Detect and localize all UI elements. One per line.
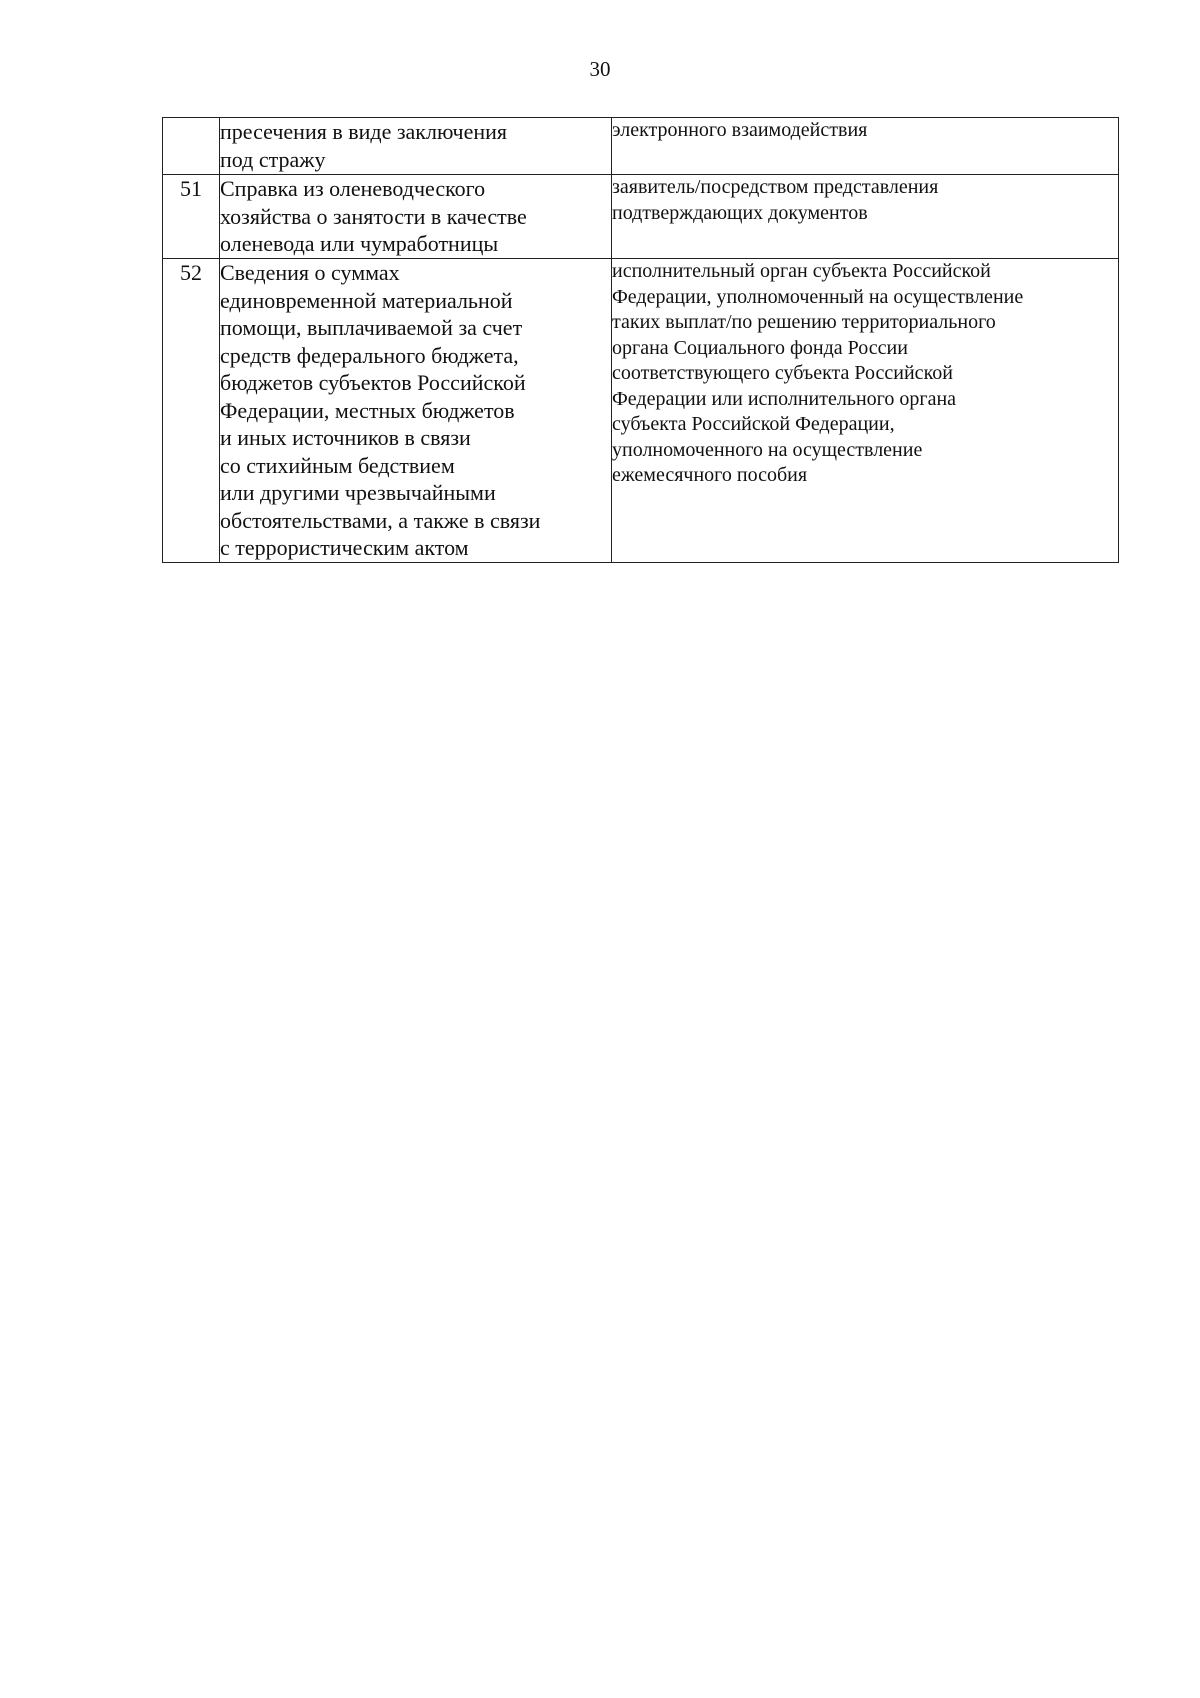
- document-table: [162, 117, 1119, 563]
- source-line: субъекта Российской Федерации,: [612, 413, 895, 435]
- document-name-line: Федерации, местных бюджетов: [220, 397, 515, 423]
- source-line: Федерации или исполнительного органа: [612, 387, 957, 410]
- page-number: 30: [589, 57, 611, 81]
- document-name-cell: [220, 175, 612, 259]
- source-cell: [612, 259, 1119, 563]
- document-name-line: оленевода или чумработницы: [220, 231, 499, 256]
- source-line: Федерации, уполномоченный на осуществление: [612, 285, 1024, 308]
- document-name-line: единовременной материальной: [220, 287, 513, 313]
- source-cell: [612, 118, 1119, 175]
- document-name-line: обстоятельствами, а также в связи: [220, 507, 541, 533]
- document-name-line: средств федерального бюджета,: [220, 342, 519, 368]
- source-line: таких выплат/по решению территориального: [612, 311, 996, 333]
- source-line: электронного взаимодействия: [612, 119, 868, 141]
- document-name-line: со стихийным бедствием: [220, 452, 455, 478]
- source-line: уполномоченного на осуществление: [612, 438, 923, 461]
- document-name-line: бюджетов субъектов Российской: [220, 370, 526, 395]
- document-name-line: хозяйства о занятости в качестве: [220, 203, 527, 229]
- table-row: [163, 175, 1119, 259]
- source-line: заявитель/посредством представления: [612, 176, 939, 198]
- document-name-line: Справка из оленеводческого: [220, 176, 486, 201]
- row-number-cell: [163, 118, 220, 175]
- document-name-cell: [220, 259, 612, 563]
- source-line: подтверждающих документов: [612, 201, 868, 224]
- table-row: [163, 259, 1119, 563]
- document-name-line: или другими чрезвычайными: [220, 480, 496, 505]
- source-line: исполнительный орган субъекта Российской: [612, 260, 991, 282]
- document-name-line: пресечения в виде заключения: [220, 119, 508, 144]
- document-name-line: Сведения о суммах: [220, 260, 400, 285]
- table-row: [163, 118, 1119, 175]
- document-name-line: с террористическим актом: [220, 535, 469, 560]
- source-line: соответствующего субъекта Российской: [612, 362, 953, 384]
- source-line: ежемесячного пособия: [612, 464, 808, 486]
- source-cell: [612, 175, 1119, 259]
- document-name-line: и иных источников в связи: [220, 425, 471, 450]
- source-line: органа Социального фонда России: [612, 336, 908, 359]
- row-number-cell: 51: [163, 175, 220, 259]
- document-name-line: помощи, выплачиваемой за счет: [220, 315, 523, 340]
- row-number-cell: 52: [163, 259, 220, 563]
- document-name-cell: [220, 118, 612, 175]
- document-name-line: под стражу: [220, 146, 326, 172]
